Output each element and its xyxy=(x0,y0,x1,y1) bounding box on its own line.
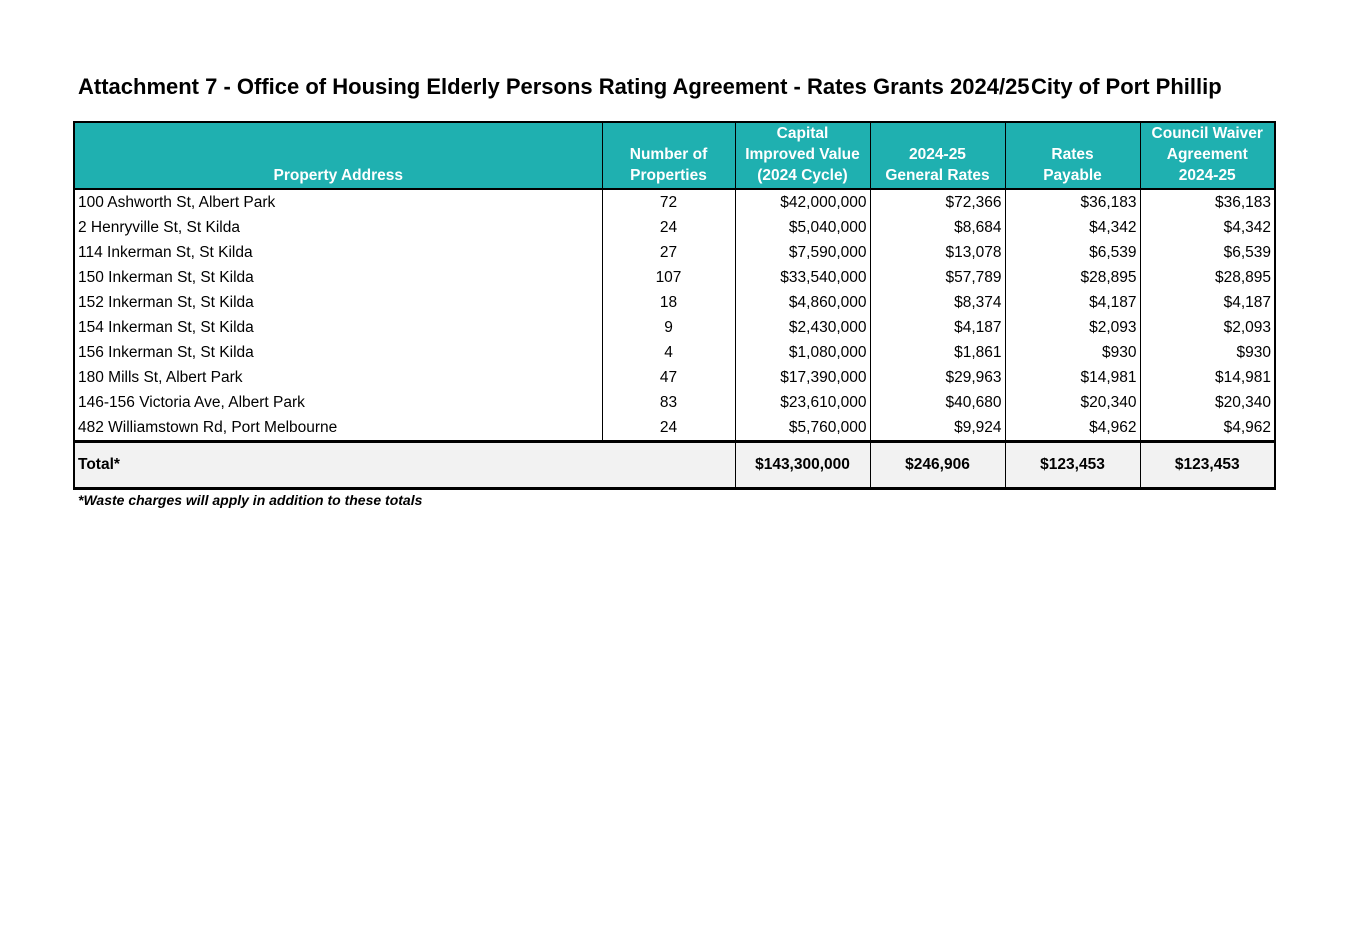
cell-waiver: $28,895 xyxy=(1140,265,1275,290)
table-row xyxy=(74,365,1275,390)
cell-civ: $1,080,000 xyxy=(735,340,870,365)
total-general-rates: $246,906 xyxy=(870,442,1005,489)
cell-number: 83 xyxy=(602,390,735,415)
cell-number: 18 xyxy=(602,290,735,315)
cell-waiver: $4,962 xyxy=(1140,415,1275,442)
page-title: Attachment 7 - Office of Housing Elderly Persons Rating Agreement - Rates Grants 2024/25 xyxy=(78,74,1030,99)
cell-civ: $2,430,000 xyxy=(735,315,870,340)
cell-waiver: $930 xyxy=(1140,340,1275,365)
cell-general-rates: $4,187 xyxy=(870,315,1005,340)
cell-general-rates: $9,924 xyxy=(870,415,1005,442)
cell-civ: $42,000,000 xyxy=(735,189,870,215)
cell-rates-payable: $4,962 xyxy=(1005,415,1140,442)
footnote: *Waste charges will apply in addition to these totals xyxy=(78,492,423,508)
table-row xyxy=(74,315,1275,340)
cell-address: 150 Inkerman St, St Kilda xyxy=(74,265,602,290)
cell-address: 2 Henryville St, St Kilda xyxy=(74,215,602,240)
table-row xyxy=(74,340,1275,365)
cell-rates-payable: $14,981 xyxy=(1005,365,1140,390)
cell-address: 152 Inkerman St, St Kilda xyxy=(74,290,602,315)
total-civ: $143,300,000 xyxy=(735,442,870,489)
total-label: Total* xyxy=(74,442,735,489)
cell-general-rates: $72,366 xyxy=(870,189,1005,215)
cell-general-rates: $13,078 xyxy=(870,240,1005,265)
cell-address: 156 Inkerman St, St Kilda xyxy=(74,340,602,365)
cell-number: 27 xyxy=(602,240,735,265)
cell-address: 100 Ashworth St, Albert Park xyxy=(74,189,602,215)
cell-rates-payable: $20,340 xyxy=(1005,390,1140,415)
cell-civ: $7,590,000 xyxy=(735,240,870,265)
cell-address: 180 Mills St, Albert Park xyxy=(74,365,602,390)
table-row xyxy=(74,240,1275,265)
header-general-rates: 2024-25 General Rates xyxy=(870,122,1005,189)
total-row xyxy=(74,442,1275,489)
cell-address: 146-156 Victoria Ave, Albert Park xyxy=(74,390,602,415)
cell-waiver: $4,187 xyxy=(1140,290,1275,315)
cell-general-rates: $1,861 xyxy=(870,340,1005,365)
cell-general-rates: $29,963 xyxy=(870,365,1005,390)
cell-rates-payable: $4,187 xyxy=(1005,290,1140,315)
cell-waiver: $4,342 xyxy=(1140,215,1275,240)
header-property-address: Property Address xyxy=(74,122,602,189)
header-rates-payable: Rates Payable xyxy=(1005,122,1140,189)
cell-waiver: $20,340 xyxy=(1140,390,1275,415)
table-header xyxy=(74,122,1275,189)
cell-waiver: $36,183 xyxy=(1140,189,1275,215)
cell-waiver: $6,539 xyxy=(1140,240,1275,265)
cell-rates-payable: $28,895 xyxy=(1005,265,1140,290)
cell-civ: $17,390,000 xyxy=(735,365,870,390)
cell-civ: $5,760,000 xyxy=(735,415,870,442)
header-number-of-properties: Number of Properties xyxy=(602,122,735,189)
cell-address: 154 Inkerman St, St Kilda xyxy=(74,315,602,340)
cell-number: 4 xyxy=(602,340,735,365)
table-row xyxy=(74,415,1275,442)
cell-civ: $33,540,000 xyxy=(735,265,870,290)
header-council-waiver: Council Waiver Agreement 2024-25 xyxy=(1140,122,1275,189)
cell-civ: $4,860,000 xyxy=(735,290,870,315)
cell-rates-payable: $36,183 xyxy=(1005,189,1140,215)
cell-general-rates: $57,789 xyxy=(870,265,1005,290)
cell-rates-payable: $2,093 xyxy=(1005,315,1140,340)
cell-address: 482 Williamstown Rd, Port Melbourne xyxy=(74,415,602,442)
cell-civ: $5,040,000 xyxy=(735,215,870,240)
rates-grants-table xyxy=(73,121,1276,490)
cell-number: 9 xyxy=(602,315,735,340)
cell-waiver: $2,093 xyxy=(1140,315,1275,340)
cell-civ: $23,610,000 xyxy=(735,390,870,415)
cell-rates-payable: $6,539 xyxy=(1005,240,1140,265)
header-capital-improved-value: Capital Improved Value (2024 Cycle) xyxy=(735,122,870,189)
total-waiver: $123,453 xyxy=(1140,442,1275,489)
council-name: City of Port Phillip xyxy=(1031,74,1222,99)
total-rates-payable: $123,453 xyxy=(1005,442,1140,489)
table-row xyxy=(74,265,1275,290)
cell-number: 24 xyxy=(602,215,735,240)
table-row xyxy=(74,390,1275,415)
cell-number: 72 xyxy=(602,189,735,215)
cell-general-rates: $8,684 xyxy=(870,215,1005,240)
cell-number: 107 xyxy=(602,265,735,290)
cell-number: 24 xyxy=(602,415,735,442)
cell-number: 47 xyxy=(602,365,735,390)
table-row xyxy=(74,189,1275,215)
cell-general-rates: $40,680 xyxy=(870,390,1005,415)
cell-rates-payable: $930 xyxy=(1005,340,1140,365)
cell-waiver: $14,981 xyxy=(1140,365,1275,390)
cell-rates-payable: $4,342 xyxy=(1005,215,1140,240)
cell-general-rates: $8,374 xyxy=(870,290,1005,315)
table-row xyxy=(74,215,1275,240)
table-row xyxy=(74,290,1275,315)
cell-address: 114 Inkerman St, St Kilda xyxy=(74,240,602,265)
